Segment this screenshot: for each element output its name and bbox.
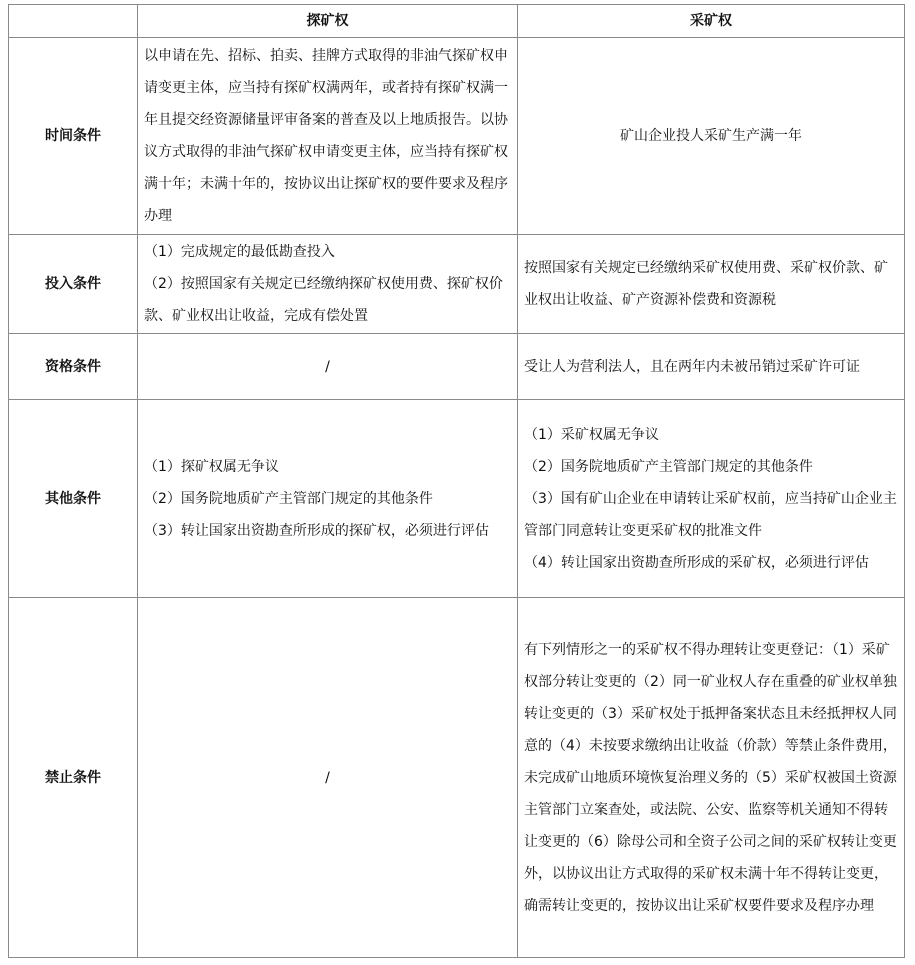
cell-mining-prohibited-condition: 有下列情形之一的采矿权不得办理转让变更登记：（1）采矿权部分转让变更的（2）同一矿业权人存在重叠的矿业权单独转让变更的（3）采矿权处于抵押备案状态且未经抵押权人同意的（4）未按要求缴纳出让收益（价款）等禁止条件费用，未完成矿山地质环境恢复治理义务的（5）采矿权被国土资源主管部门立案查处，或法院、公安、监察等机关通知不得转让变更的（6）除母公司和全资子公司之间的采矿权转让变更外，以协议出让方式取得的采矿权未满十年不得转让变更，确需转让变更的，按协议出让采矿权要件要求及程序办理: [518, 598, 905, 958]
list-item: （3）国有矿山企业在申请转让采矿权前，应当持矿山企业主管部门同意转让变更采矿权的批准文件: [524, 490, 897, 539]
row-label-qualification-condition: 资格条件: [9, 334, 138, 400]
list-item: （1）探矿权属无争议: [144, 458, 279, 475]
header-mining-right: 采矿权: [518, 5, 905, 38]
cell-exploration-time-condition: 以申请在先、招标、拍卖、挂牌方式取得的非油气探矿权申请变更主体，应当持有探矿权满两年，或者持有探矿权满一年且提交经资源储量评审备案的普查及以上地质报告。以协议方式取得的非油气探矿权申请变更主体，应当持有探矿权满十年；未满十年的，按协议出让探矿权的要件要求及程序办理: [138, 38, 518, 235]
table-row-prohibited-condition: [9, 598, 905, 958]
row-label-investment-condition: 投入条件: [9, 235, 138, 334]
row-label-other-condition: 其他条件: [9, 400, 138, 598]
cell-mining-investment-condition: 按照国家有关规定已经缴纳采矿权使用费、采矿权价款、矿业权出让收益、矿产资源补偿费和资源税: [518, 235, 905, 334]
cell-mining-time-condition: 矿山企业投人采矿生产满一年: [518, 38, 905, 235]
cell-mining-other-condition: [518, 400, 905, 598]
list-item: （3）转让国家出资勘查所形成的探矿权，必须进行评估: [144, 522, 489, 539]
header-row: [9, 5, 905, 38]
table-row-investment-condition: [9, 235, 905, 334]
list-item: （4）转让国家出资勘查所形成的采矿权，必须进行评估: [524, 554, 869, 571]
list-item: （1）采矿权属无争议: [524, 426, 659, 443]
cell-mining-qualification-condition: 受让人为营利法人，且在两年内未被吊销过采矿许可证: [518, 334, 905, 400]
row-label-time-condition: 时间条件: [9, 38, 138, 235]
table-row-other-condition: [9, 400, 905, 598]
table-row-time-condition: [9, 38, 905, 235]
comparison-table: [8, 4, 905, 958]
cell-exploration-investment-condition: [138, 235, 518, 334]
cell-exploration-other-condition: [138, 400, 518, 598]
row-label-prohibited-condition: 禁止条件: [9, 598, 138, 958]
list-item: （2）按照国家有关规定已经缴纳探矿权使用费、探矿权价款、矿业权出让收益，完成有偿处置: [144, 276, 503, 324]
list-item: （2）国务院地质矿产主管部门规定的其他条件: [144, 490, 433, 507]
table-row-qualification-condition: [9, 334, 905, 400]
cell-exploration-qualification-condition: /: [138, 334, 518, 400]
header-blank-cell: [9, 5, 138, 38]
list-item: （2）国务院地质矿产主管部门规定的其他条件: [524, 458, 813, 475]
list-item: （1）完成规定的最低勘查投入: [144, 244, 335, 260]
cell-exploration-prohibited-condition: /: [138, 598, 518, 958]
header-exploration-right: 探矿权: [138, 5, 518, 38]
